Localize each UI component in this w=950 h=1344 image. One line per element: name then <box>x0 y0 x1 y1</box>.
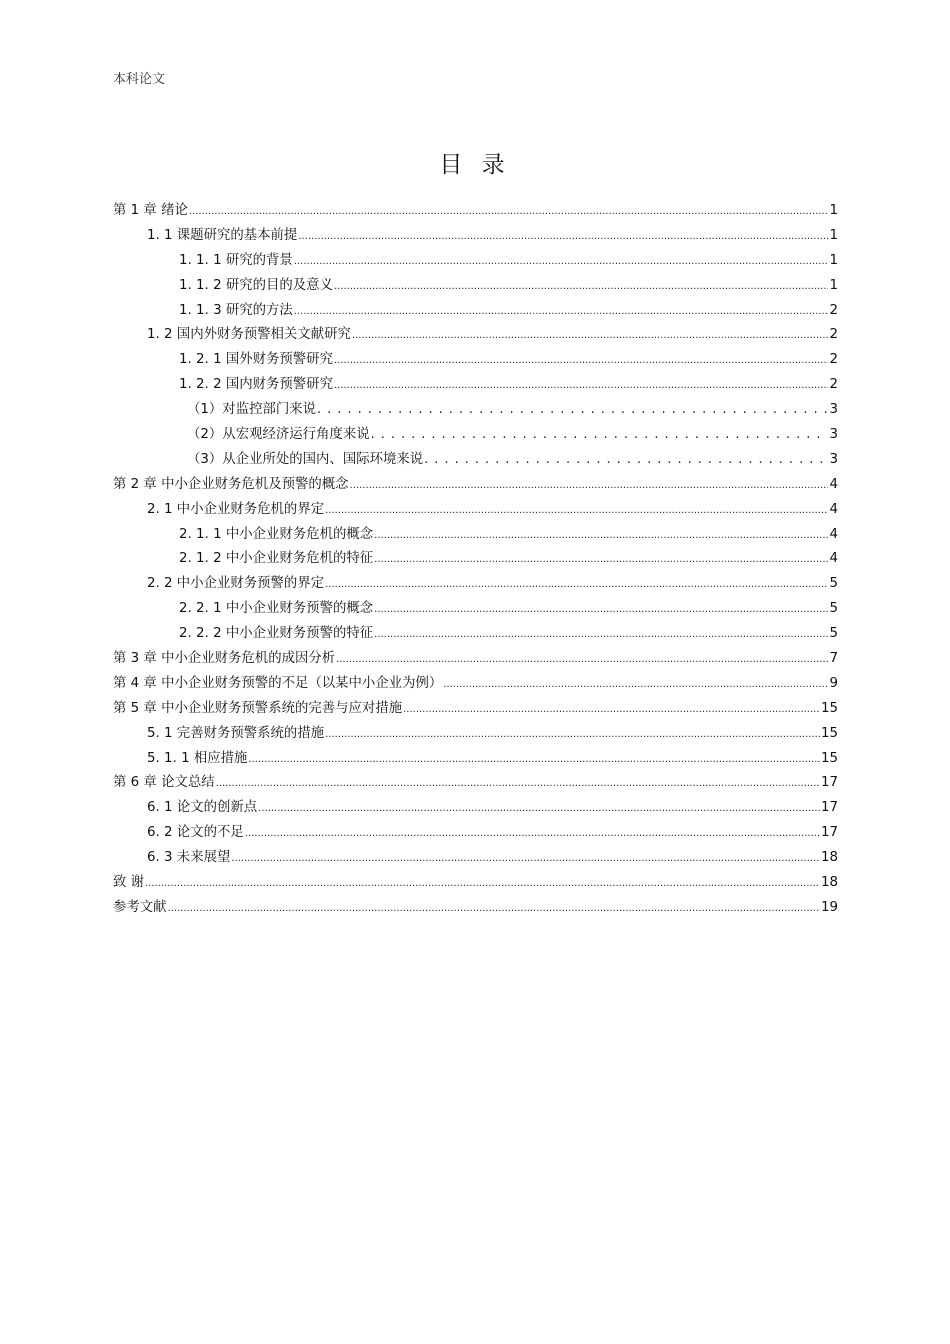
toc-entry-label: 第 5 章 中小企业财务预警系统的完善与应对措施 <box>113 700 403 716</box>
toc-entry-label: 5. 1. 1 相应措施 <box>147 750 248 766</box>
toc-entry-label: 致 谢 <box>113 875 145 891</box>
toc-entry-label: 第 1 章 绪论 <box>113 203 188 218</box>
toc-entry[interactable] <box>113 323 838 348</box>
toc-entry-label: 参考文献 <box>113 899 167 915</box>
toc-entry-label: 1. 1. 3 研究的方法 <box>179 302 293 318</box>
toc-entry[interactable] <box>113 622 838 647</box>
toc-entry-page-number: 2 <box>829 302 838 318</box>
toc-entry[interactable] <box>113 373 838 398</box>
toc-entry[interactable] <box>113 647 838 672</box>
toc-entry-page-number: 1 <box>829 203 838 218</box>
toc-entry-page-number: 5 <box>829 576 838 592</box>
toc-entry-page-number: 17 <box>820 775 838 791</box>
toc-entry-page-number: 3 <box>829 402 838 418</box>
toc-entry[interactable] <box>113 398 838 423</box>
toc-entry[interactable] <box>113 572 838 597</box>
toc-entry-page-number: 4 <box>829 501 838 517</box>
toc-entry-page-number: 1 <box>829 277 838 293</box>
toc-entry-label: （2）从宏观经济运行角度来说 <box>187 427 370 443</box>
toc-dot-leader <box>336 648 828 673</box>
toc-entry-page-number: 5 <box>829 601 838 617</box>
toc-entry-label: 2. 2. 1 中小企业财务预警的概念 <box>179 601 374 617</box>
toc-entry-page-number: 2 <box>829 352 838 368</box>
toc-dot-leader <box>334 349 829 374</box>
toc-entry-page-number: 18 <box>820 875 838 891</box>
toc-entry-page-number: 1 <box>829 252 838 268</box>
toc-entry-page-number: 15 <box>820 700 838 716</box>
toc-entry[interactable] <box>113 249 838 274</box>
toc-dot-leader <box>334 275 829 300</box>
toc-dot-leader <box>317 398 828 423</box>
toc-dot-leader <box>371 423 829 448</box>
toc-entry-label: 第 4 章 中小企业财务预警的不足（以某中小企业为例） <box>113 675 443 691</box>
toc-entry[interactable] <box>113 722 838 747</box>
toc-dot-leader <box>298 225 828 250</box>
toc-entry-page-number: 17 <box>820 800 838 816</box>
toc-entry-label: 1. 2. 2 国内财务预警研究 <box>179 377 333 393</box>
toc-entry-label: 2. 2. 2 中小企业财务预警的特征 <box>179 626 374 642</box>
toc-dot-leader <box>231 847 820 872</box>
toc-entry-page-number: 3 <box>829 451 838 467</box>
toc-entry[interactable] <box>113 473 838 498</box>
toc-dot-leader <box>145 872 820 897</box>
toc-entry[interactable] <box>113 697 838 722</box>
toc-entry[interactable] <box>113 771 838 796</box>
toc-entry-label: 1. 2 国内外财务预警相关文献研究 <box>147 327 351 343</box>
toc-dot-leader <box>374 623 828 648</box>
toc-dot-leader <box>168 897 820 922</box>
toc-entry-page-number: 2 <box>829 377 838 393</box>
toc-entry[interactable] <box>113 274 838 299</box>
toc-entry-label: 2. 1. 2 中小企业财务危机的特征 <box>179 551 374 567</box>
toc-entry-label: 1. 1 课题研究的基本前提 <box>147 227 298 243</box>
toc-entry[interactable] <box>113 846 838 871</box>
toc-entry[interactable] <box>113 224 838 249</box>
toc-entry[interactable] <box>113 896 838 921</box>
toc-entry-label: 1. 2. 1 国外财务预警研究 <box>179 352 333 368</box>
toc-entry-label: 6. 1 论文的创新点 <box>147 800 258 816</box>
toc-entry-page-number: 15 <box>820 750 838 766</box>
toc-entry-page-number: 4 <box>829 551 838 567</box>
toc-entry-label: 1. 1. 1 研究的背景 <box>179 252 293 268</box>
toc-entry[interactable] <box>113 348 838 373</box>
toc-entry-label: 第 3 章 中小企业财务危机的成因分析 <box>113 651 336 667</box>
toc-entry-label: 6. 2 论文的不足 <box>147 825 244 841</box>
toc-dot-leader <box>374 524 828 549</box>
toc-entry-page-number: 1 <box>829 227 838 243</box>
toc-dot-leader <box>443 673 828 698</box>
toc-entry-label: 2. 2 中小企业财务预警的界定 <box>147 576 325 592</box>
toc-entry[interactable] <box>113 871 838 896</box>
toc-entry[interactable] <box>113 597 838 622</box>
toc-dot-leader <box>248 748 820 773</box>
toc-entry-label: 2. 1 中小企业财务危机的界定 <box>147 501 325 517</box>
toc-entry-page-number: 4 <box>829 476 838 492</box>
toc-entry[interactable] <box>113 498 838 523</box>
toc-dot-leader <box>325 573 828 598</box>
toc-entry[interactable] <box>113 423 838 448</box>
toc-dot-leader <box>352 324 829 349</box>
toc-entry[interactable] <box>113 747 838 772</box>
toc-dot-leader <box>216 772 820 797</box>
toc-entry[interactable] <box>113 796 838 821</box>
toc-entry-page-number: 17 <box>820 825 838 841</box>
toc-dot-leader <box>403 698 820 723</box>
toc-entry-label: （1）对监控部门来说 <box>187 402 317 418</box>
toc-entry[interactable] <box>113 547 838 572</box>
table-of-contents <box>113 199 838 921</box>
running-header: 本科论文 <box>113 72 166 87</box>
toc-entry-page-number: 18 <box>820 850 838 866</box>
toc-dot-leader <box>424 448 828 473</box>
toc-entry-page-number: 2 <box>829 327 838 343</box>
toc-entry-page-number: 19 <box>820 899 838 915</box>
toc-entry[interactable] <box>113 199 838 224</box>
toc-entry[interactable] <box>113 299 838 324</box>
toc-dot-leader <box>334 374 829 399</box>
toc-entry-page-number: 4 <box>829 526 838 542</box>
toc-dot-leader <box>245 822 820 847</box>
toc-entry-page-number: 5 <box>829 626 838 642</box>
toc-entry[interactable] <box>113 672 838 697</box>
toc-dot-leader <box>258 797 820 822</box>
toc-entry-page-number: 9 <box>829 675 838 691</box>
toc-entry-label: 2. 1. 1 中小企业财务危机的概念 <box>179 526 374 542</box>
toc-dot-leader <box>189 200 829 225</box>
toc-entry-page-number: 3 <box>829 427 838 443</box>
toc-title: 目 录 <box>439 152 511 178</box>
toc-dot-leader <box>294 300 829 325</box>
toc-dot-leader <box>325 723 820 748</box>
toc-dot-leader <box>294 250 829 275</box>
toc-entry[interactable] <box>113 821 838 846</box>
toc-entry-page-number: 7 <box>829 651 838 667</box>
toc-entry[interactable] <box>113 448 838 473</box>
toc-entry-label: 第 6 章 论文总结 <box>113 775 215 791</box>
toc-entry-label: （3）从企业所处的国内、国际环境来说 <box>187 451 424 467</box>
toc-entry[interactable] <box>113 523 838 548</box>
toc-entry-page-number: 15 <box>820 725 838 741</box>
toc-dot-leader <box>350 474 829 499</box>
toc-dot-leader <box>374 598 828 623</box>
toc-entry-label: 第 2 章 中小企业财务危机及预警的概念 <box>113 476 349 492</box>
toc-entry-label: 1. 1. 2 研究的目的及意义 <box>179 277 333 293</box>
toc-entry-label: 6. 3 未来展望 <box>147 850 231 866</box>
toc-dot-leader <box>374 548 828 573</box>
toc-dot-leader <box>325 499 828 524</box>
toc-entry-label: 5. 1 完善财务预警系统的措施 <box>147 725 325 741</box>
